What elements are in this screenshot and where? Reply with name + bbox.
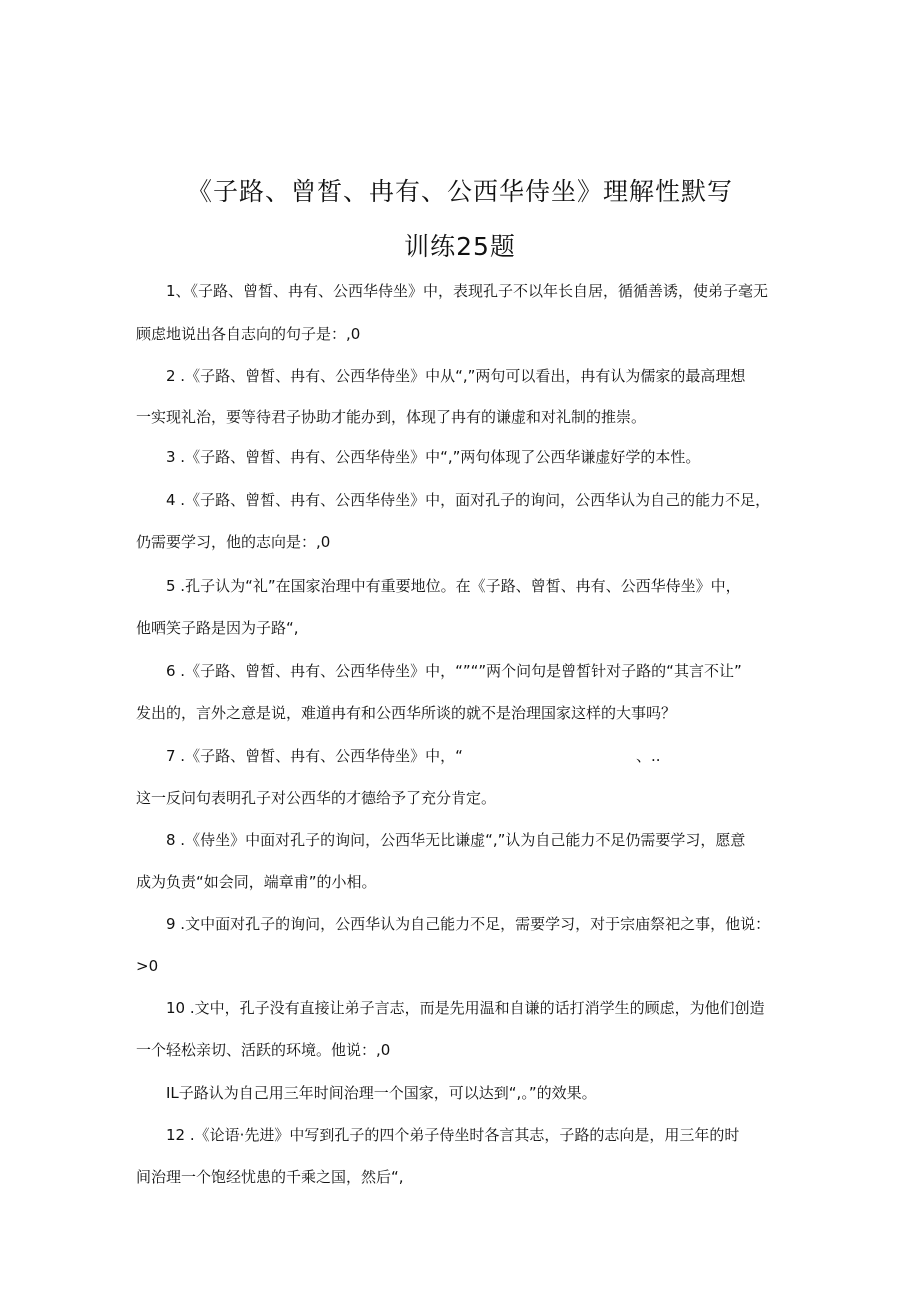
question-12-line-1: 12 .《论语·先进》中写到孔子的四个弟子侍坐时各言其志，子路的志向是，用三年的时 bbox=[166, 1126, 740, 1144]
question-6-line-1: 6 .《子路、曾皙、冉有、公西华侍坐》中，“”“”两个问句是曾皙针对子路的“其言不让” bbox=[166, 662, 742, 680]
question-10-line-2: 一个轻松亲切、活跃的环境。他说：,0 bbox=[136, 1041, 391, 1059]
question-12-line-2: 间治理一个饱经忧患的千乘之国，然后“, bbox=[136, 1168, 404, 1186]
question-5-line-1: 5 .孔子认为“礼”在国家治理中有重要地位。在《子路、曾皙、冉有、公西华侍坐》中， bbox=[166, 577, 741, 595]
document-subtitle: 训练25题 bbox=[404, 232, 516, 261]
question-4-line-1: 4 .《子路、曾皙、冉有、公西华侍坐》中，面对孔子的询问，公西华认为自己的能力不足， bbox=[166, 491, 771, 509]
question-9-line-2: >0 bbox=[136, 957, 159, 975]
question-5-line-2: 他哂笑子路是因为子路“, bbox=[136, 619, 299, 637]
question-4-line-2: 仍需要学习，他的志向是：,0 bbox=[136, 533, 331, 551]
question-1-line-2: 顾虑地说出各自志向的句子是：,0 bbox=[136, 325, 361, 343]
question-3-line-1: 3 .《子路、曾皙、冉有、公西华侍坐》中“,”两句体现了公西华谦虚好学的本性。 bbox=[166, 448, 701, 466]
question-10-line-1: 10 .文中，孔子没有直接让弟子言志，而是先用温和自谦的话打消学生的顾虑，为他们创造 bbox=[166, 999, 765, 1017]
question-2-line-2: 一实现礼治，要等待君子协助才能办到，体现了冉有的谦虚和对礼制的推崇。 bbox=[136, 408, 647, 426]
question-8-line-2: 成为负责“如会同，端章甫”的小相。 bbox=[136, 873, 377, 891]
document-title: 《子路、曾皙、冉有、公西华侍坐》理解性默写 bbox=[186, 177, 733, 206]
question-6-line-2: 发出的，言外之意是说，难道冉有和公西华所谈的就不是治理国家这样的大事吗？ bbox=[136, 704, 677, 722]
question-7-blank-marks: 、.. bbox=[636, 747, 661, 765]
question-8-line-1: 8 .《侍坐》中面对孔子的询问，公西华无比谦虚“,”认为自己能力不足仍需要学习，愿意 bbox=[166, 831, 746, 849]
question-1-line-1: 1、《子路、曾皙、冉有、公西华侍坐》中，表现孔子不以年长自居，循循善诱，使弟子毫无 bbox=[166, 282, 769, 300]
question-7-line-1: 7 .《子路、曾皙、冉有、公西华侍坐》中，“ bbox=[166, 747, 463, 765]
question-2-line-1: 2 .《子路、曾皙、冉有、公西华侍坐》中从“,”两句可以看出，冉有认为儒家的最高理想 bbox=[166, 367, 746, 385]
question-11-line-1: IL子路认为自己用三年时间治理一个国家，可以达到“,。”的效果。 bbox=[166, 1084, 597, 1102]
question-7-line-2: 这一反问句表明孔子对公西华的才德给予了充分肯定。 bbox=[136, 789, 497, 807]
question-9-line-1: 9 .文中面对孔子的询问，公西华认为自己能力不足，需要学习，对于宗庙祭祀之事，他说： bbox=[166, 915, 771, 933]
